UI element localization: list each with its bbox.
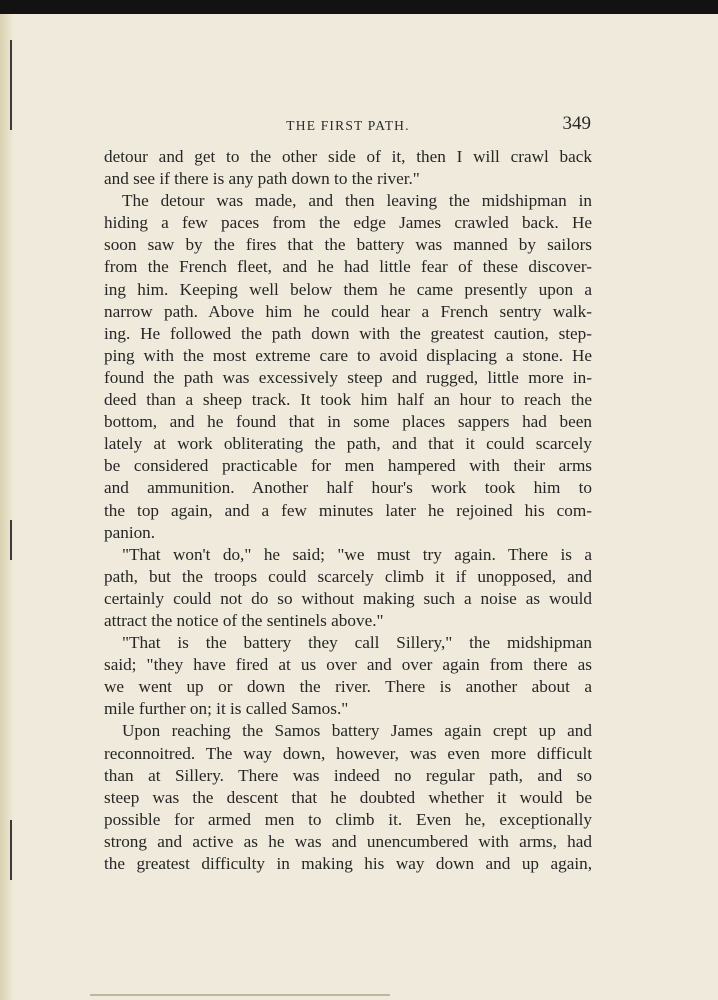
running-header	[105, 113, 591, 139]
text-line: attract the notice of the sentinels above."	[104, 610, 384, 630]
text-line: possible for armed men to climb it. Even he, exceptionally	[104, 809, 592, 829]
running-title: THE FIRST PATH.	[286, 118, 410, 133]
body-text	[104, 146, 592, 875]
text-line: be considered practicable for men hampered with their arms	[104, 456, 592, 476]
text-line: narrow path. Above him he could hear a French sentry walk-	[104, 301, 592, 321]
text-line: ping with the most extreme care to avoid displacing a stone. He	[104, 345, 592, 365]
text-line: reconnoitred. The way down, however, was even more difficult	[104, 743, 592, 763]
text-line: "That won't do," he said; "we must try again. There is a	[122, 544, 592, 564]
text-line: steep was the descent that he doubted whether it would be	[104, 787, 592, 807]
text-line: the greatest difficulty in making his way down and up again,	[104, 854, 592, 873]
spine-mark	[10, 820, 12, 880]
bottom-edge-rule	[90, 994, 390, 996]
text-line: hiding a few paces from the edge James crawled back. He	[104, 213, 592, 233]
text-line: from the French fleet, and he had little fear of these discover-	[104, 257, 592, 277]
text-line: "That is the battery they call Sillery," the midshipman	[122, 633, 592, 653]
text-line: ing him. Keeping well below them he came presently upon a	[104, 279, 592, 299]
text-line: found the path was excessively steep and rugged, little more in-	[104, 367, 592, 387]
page-number: 349	[562, 113, 591, 134]
text-line: certainly could not do so without making such a noise as would	[104, 588, 592, 608]
text-line: said; "they have fired at us over and over again from there as	[104, 655, 592, 675]
text-line: soon saw by the fires that the battery was manned by sailors	[104, 235, 592, 255]
text-line: detour and get to the other side of it, then I will crawl back	[104, 147, 592, 166]
text-line: panion.	[104, 522, 156, 542]
text-line: strong and active as he was and unencumbered with arms, had	[104, 831, 592, 851]
text-line: we went up or down the river. There is another about a	[104, 677, 592, 697]
text-line: mile further on; it is called Samos."	[104, 699, 349, 719]
text-line: Upon reaching the Samos battery James again crept up and	[122, 721, 592, 741]
text-line: and see if there is any path down to the river."	[104, 169, 420, 189]
text-line: deed than a sheep track. It took him half an hour to reach the	[104, 390, 592, 410]
spine-mark	[10, 520, 12, 560]
text-line: bottom, and he found that in some places sappers had been	[104, 412, 592, 432]
text-line: lately at work obliterating the path, and that it could scarcely	[104, 434, 592, 454]
text-line: and ammunition. Another half hour's work took him to	[104, 478, 592, 498]
spine-mark	[10, 40, 12, 130]
scan-top-border	[0, 0, 718, 14]
text-line: the top again, and a few minutes later he rejoined his com-	[104, 500, 592, 520]
text-line: ing. He followed the path down with the greatest caution, step-	[104, 323, 592, 343]
text-line: path, but the troops could scarcely climb it if unopposed, and	[104, 566, 592, 586]
text-line: The detour was made, and then leaving the midshipman in	[122, 191, 592, 211]
text-line: than at Sillery. There was indeed no regular path, and so	[104, 765, 592, 785]
